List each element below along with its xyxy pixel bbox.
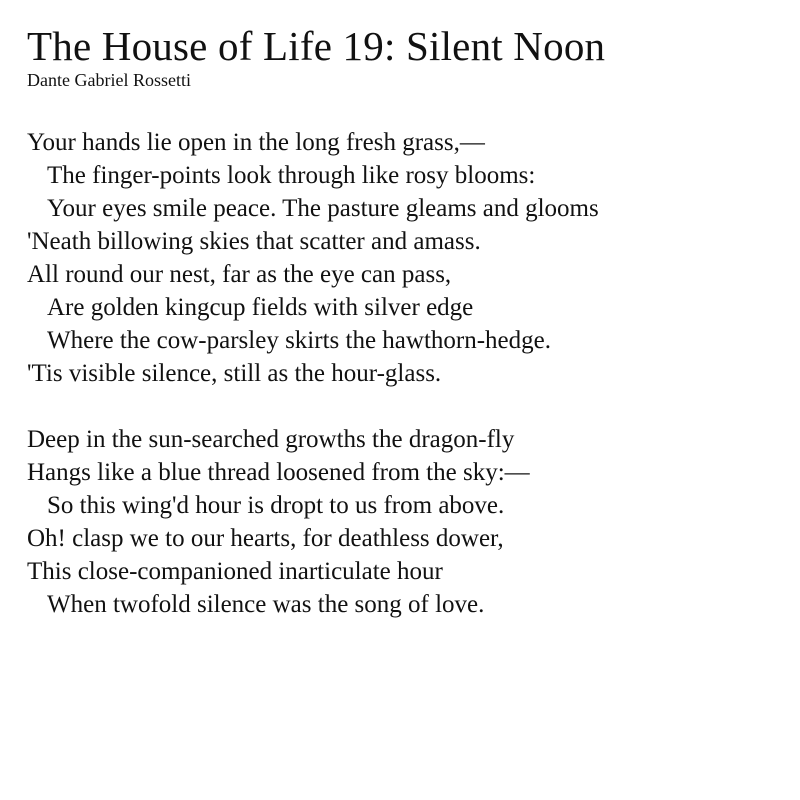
poem-line: When twofold silence was the song of love. — [47, 591, 485, 618]
poem-line: Are golden kingcup fields with silver edge — [47, 294, 474, 321]
poem-line: The finger-points look through like rosy blooms: — [47, 162, 536, 189]
poem-line: All round our nest, far as the eye can pass, — [27, 261, 452, 288]
poem-line: So this wing'd hour is dropt to us from above. — [47, 492, 505, 519]
poem-title: The House of Life 19: Silent Noon — [27, 23, 606, 69]
poem-line: This close-companioned inarticulate hour — [27, 558, 443, 585]
stanza-2 — [27, 423, 787, 621]
poem-author: Dante Gabriel Rossetti — [27, 70, 191, 90]
poem-body — [27, 126, 787, 621]
stanza-1 — [27, 126, 787, 390]
poem-line: Oh! clasp we to our hearts, for deathless dower, — [27, 525, 504, 552]
document-page — [27, 22, 787, 621]
poem-line: Where the cow-parsley skirts the hawthorn-hedge. — [47, 327, 551, 354]
poem-line: Your hands lie open in the long fresh grass,— — [27, 129, 485, 156]
poem-line: 'Tis visible silence, still as the hour-glass. — [27, 360, 442, 387]
poem-line: Deep in the sun-searched growths the dragon-fly — [27, 426, 515, 453]
poem-line: 'Neath billowing skies that scatter and amass. — [27, 228, 481, 255]
poem-line: Hangs like a blue thread loosened from the sky:— — [27, 459, 530, 486]
poem-line: Your eyes smile peace. The pasture gleams and glooms — [47, 195, 599, 222]
